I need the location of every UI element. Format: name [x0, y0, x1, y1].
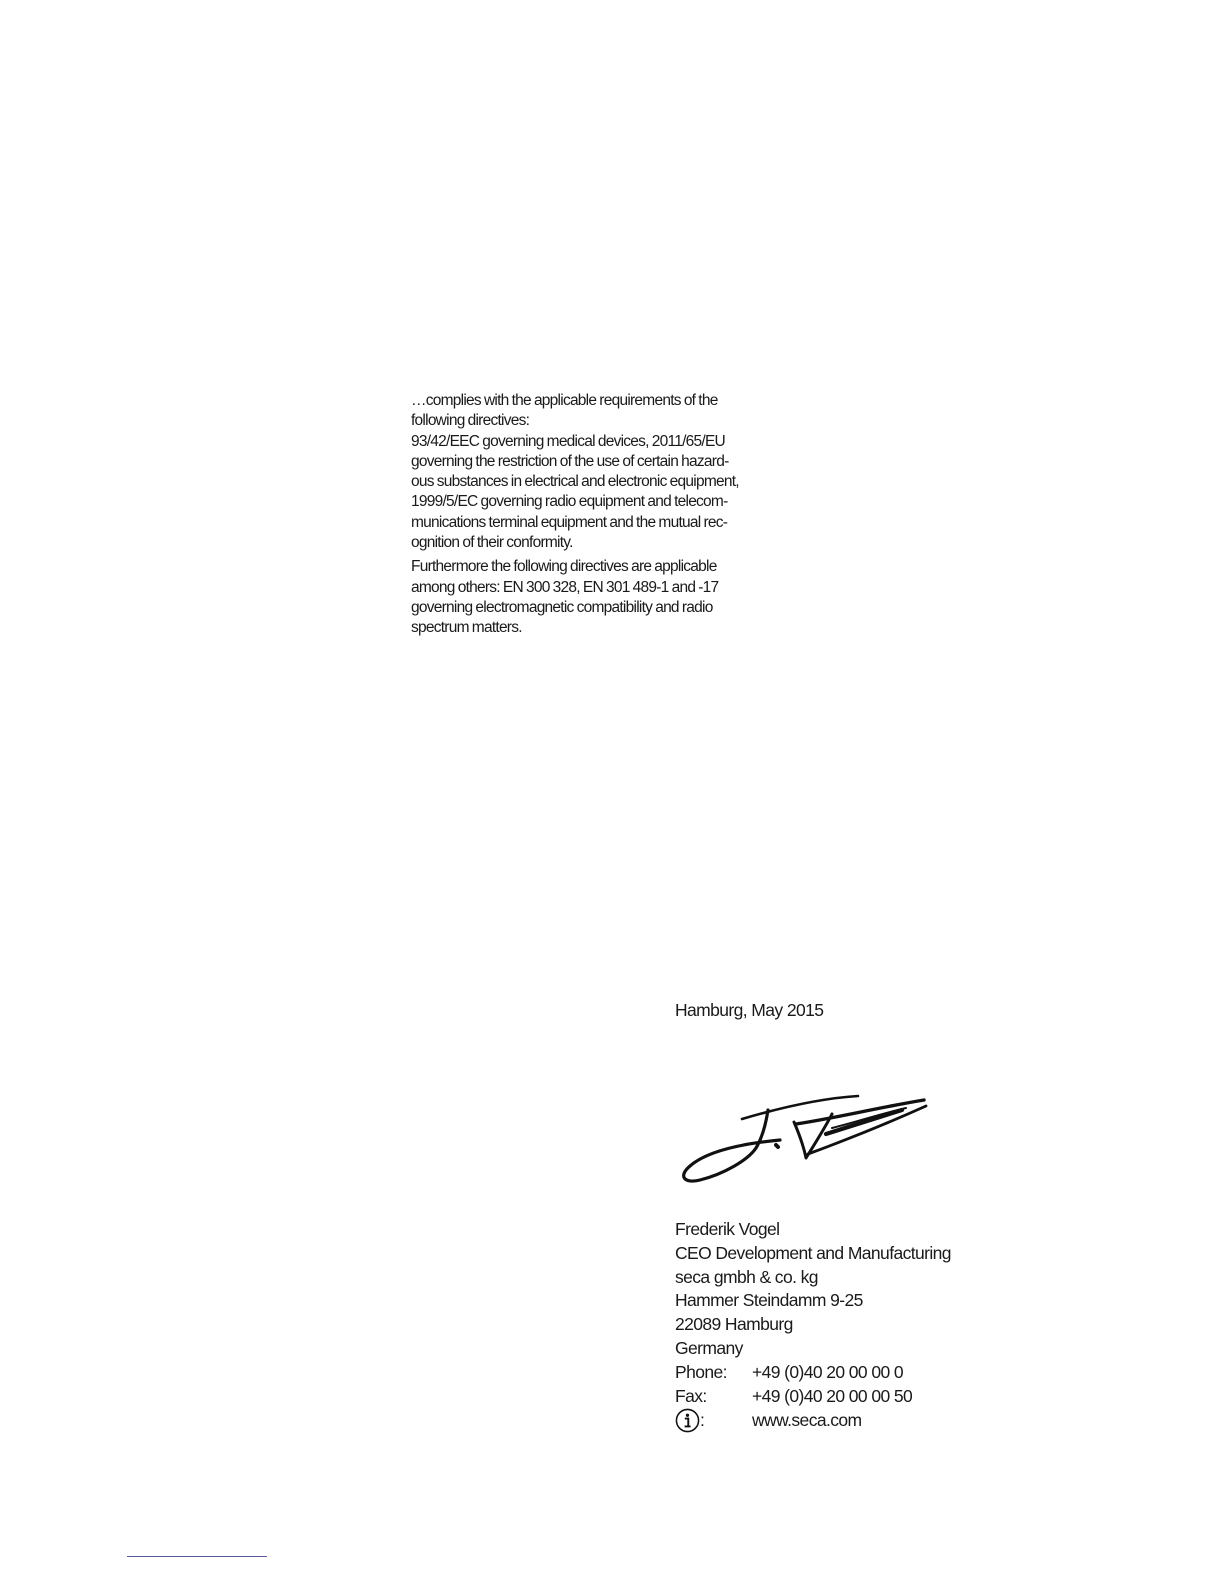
- text-line: ognition of their conformity.: [411, 534, 573, 552]
- web-label: [675, 1408, 752, 1433]
- web-row: [675, 1408, 951, 1433]
- web-label-colon: :: [700, 1409, 705, 1430]
- fax-row: [675, 1385, 951, 1409]
- text-line: ous substances in electrical and electronic equipment,: [411, 473, 739, 491]
- website-url: www.seca.com: [752, 1409, 862, 1430]
- info-icon: [675, 1408, 700, 1433]
- directives-paragraph-1: [411, 391, 816, 553]
- signature-image: [676, 1088, 932, 1188]
- text-line: among others: EN 300 328, EN 301 489-1 and -17: [411, 578, 719, 596]
- phone-label: Phone:: [675, 1361, 727, 1382]
- directives-text: [411, 391, 816, 643]
- city-postcode: 22089 Hamburg: [675, 1314, 793, 1335]
- text-line: 93/42/EEC governing medical devices, 2011/65/EU: [411, 432, 726, 450]
- text-line: 1999/5/EC governing radio equipment and telecom-: [411, 493, 728, 511]
- footnote-rule: [127, 1556, 267, 1557]
- text-line: spectrum matters.: [411, 619, 522, 637]
- text-line: governing electromagnetic compatibility and radio: [411, 598, 713, 616]
- company-name: seca gmbh & co. kg: [675, 1266, 818, 1287]
- fax-label: Fax:: [675, 1385, 707, 1406]
- text-line: governing the restriction of the use of certain hazard-: [411, 452, 729, 470]
- signatory-name: Frederik Vogel: [675, 1219, 780, 1239]
- signatory-title: CEO Development and Manufacturing: [675, 1242, 951, 1263]
- text-line: Furthermore the following directives are applicable: [411, 558, 717, 576]
- text-line: following directives:: [411, 412, 530, 430]
- phone-number: +49 (0)40 20 00 00 0: [752, 1361, 903, 1382]
- directives-paragraph-2: [411, 557, 816, 638]
- phone-row: [675, 1361, 951, 1385]
- street-address: Hammer Steindamm 9-25: [675, 1290, 863, 1311]
- signatory-block: [675, 1218, 951, 1433]
- place-and-date: Hamburg, May 2015: [675, 1000, 824, 1020]
- text-line: munications terminal equipment and the mutual rec-: [411, 513, 728, 531]
- fax-number: +49 (0)40 20 00 00 50: [752, 1385, 913, 1406]
- text-line: …complies with the applicable requirements of the: [411, 392, 718, 409]
- country: Germany: [675, 1337, 743, 1358]
